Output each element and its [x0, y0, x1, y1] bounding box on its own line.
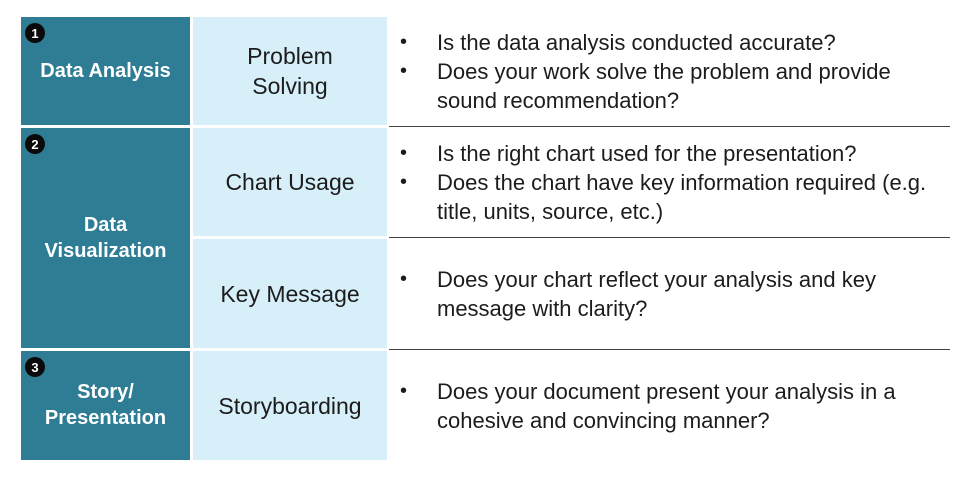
subcategory-storyboarding: Storyboarding [193, 351, 387, 460]
bullet-icon: • [400, 170, 408, 193]
step-number-badge: 2 [25, 134, 45, 154]
criterion-item [398, 377, 950, 435]
subcategory-chart-usage: Chart Usage [193, 128, 387, 236]
bullet-icon: • [400, 267, 408, 290]
criterion-text: Does the chart have key information required (e.g. title, units, source, etc.) [437, 169, 927, 224]
row-divider [389, 126, 950, 127]
criterion-item [398, 57, 950, 115]
category-label: Data Visualization [44, 214, 167, 262]
category-story-presentation [21, 351, 190, 460]
step-number-badge: 1 [25, 23, 45, 43]
criteria-key-message [398, 239, 950, 348]
category-label: Data Analysis [40, 60, 171, 82]
category-data-visualization [21, 128, 190, 348]
criteria-storyboarding [398, 351, 950, 460]
row-divider [389, 349, 950, 350]
category-label: Story/ Presentation [44, 381, 167, 429]
criterion-item [398, 168, 950, 226]
criterion-text: Does your document present your analysis in a cohesive and convincing manner? [437, 378, 896, 433]
criterion-item [398, 265, 950, 323]
criteria-chart-usage [398, 128, 950, 236]
bullet-icon: • [400, 379, 408, 402]
criterion-item [398, 139, 950, 168]
criterion-text: Is the data analysis conducted accurate? [437, 29, 836, 55]
bullet-icon: • [400, 59, 408, 82]
bullet-icon: • [400, 30, 408, 53]
step-number-badge: 3 [25, 357, 45, 377]
category-data-analysis [21, 17, 190, 125]
criterion-text: Is the right chart used for the presentation? [437, 140, 857, 166]
criterion-text: Does your chart reflect your analysis and key message with clarity? [437, 266, 876, 321]
row-divider [389, 237, 950, 238]
subcategory-key-message: Key Message [193, 239, 387, 348]
criterion-text: Does your work solve the problem and provide sound recommendation? [437, 58, 891, 113]
criteria-problem-solving [398, 17, 950, 125]
subcategory-problem-solving: Problem Solving [193, 17, 387, 125]
bullet-icon: • [400, 141, 408, 164]
criterion-item [398, 28, 950, 57]
